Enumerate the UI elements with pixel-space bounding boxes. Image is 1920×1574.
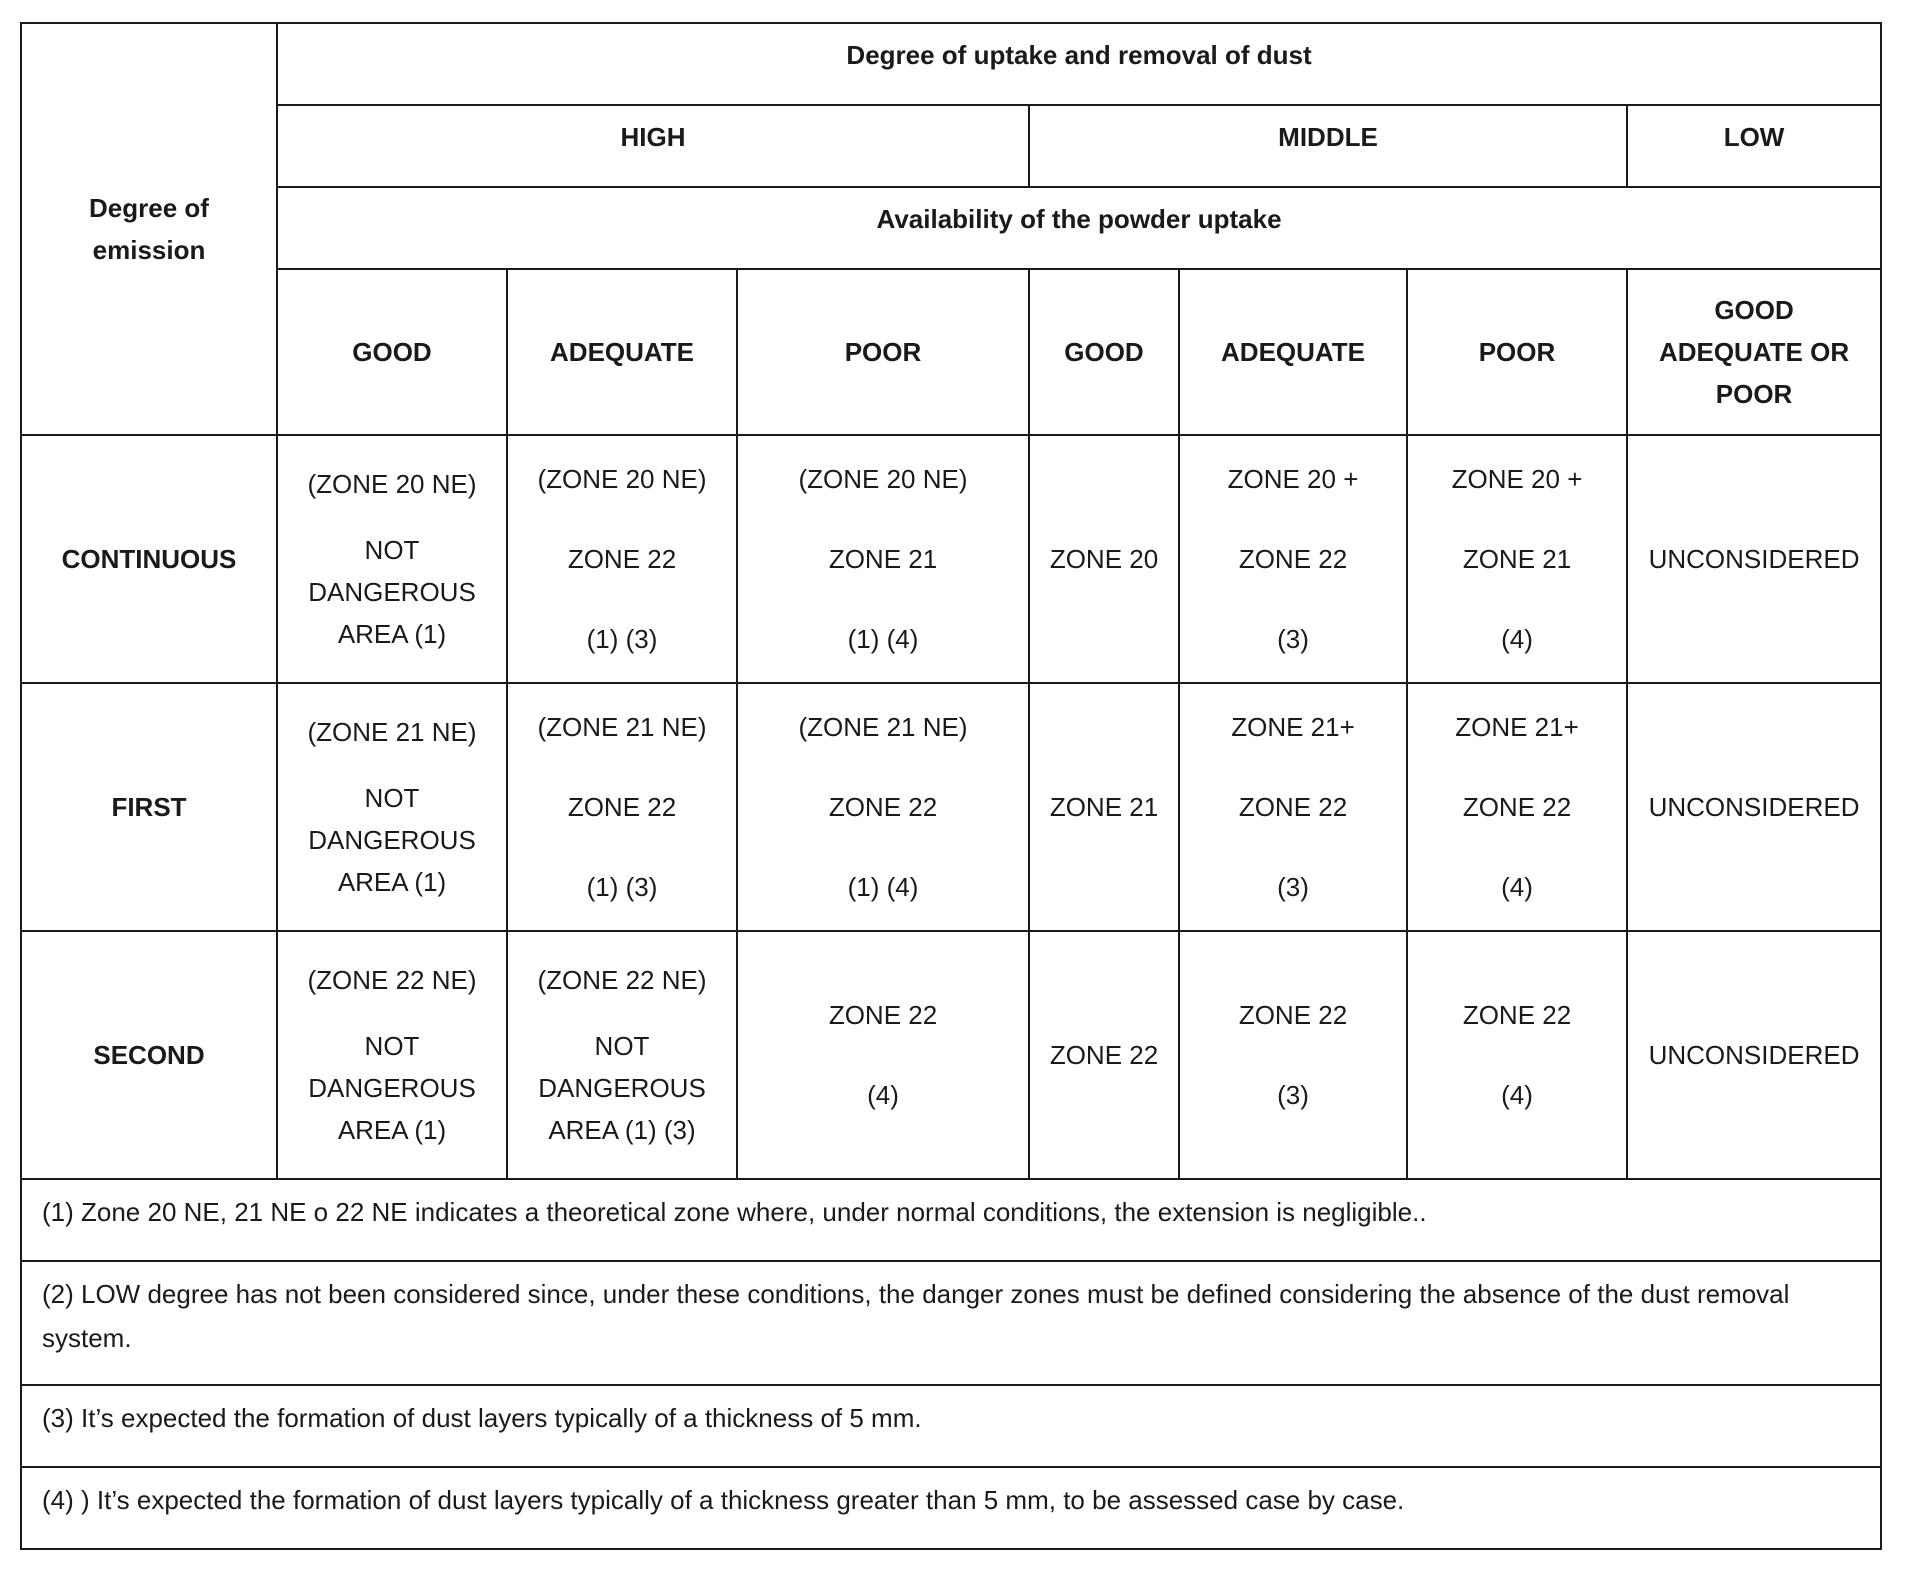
cell-continuous-middle-poor — [1407, 435, 1627, 683]
cell-line: (3) — [1277, 872, 1309, 902]
cell-second-high-adequate — [507, 931, 737, 1179]
cell-line: (ZONE 21 NE) — [537, 712, 707, 742]
cell-continuous-low: UNCONSIDERED — [1627, 435, 1881, 683]
row-label-continuous: CONTINUOUS — [21, 435, 277, 683]
cell-first-high-adequate — [507, 683, 737, 931]
cell-continuous-middle-adequate — [1179, 435, 1407, 683]
cell-line: (1) (4) — [847, 872, 919, 902]
cell-line: (3) — [1277, 624, 1309, 654]
row-label-first: FIRST — [21, 683, 277, 931]
cell-line: (ZONE 21 NE) — [307, 717, 477, 747]
high-level-header: HIGH — [277, 105, 1029, 187]
cell-first-high-poor — [737, 683, 1029, 931]
cell-line: (ZONE 20 NE) — [537, 464, 707, 494]
cell-first-low: UNCONSIDERED — [1627, 683, 1881, 931]
cell-line: ZONE 21 — [1462, 544, 1572, 574]
degree-of-emission-line-1: Degree of — [89, 193, 209, 223]
cell-line: NOT — [364, 535, 420, 565]
uptake-removal-header: Degree of uptake and removal of dust — [277, 23, 1881, 105]
high-good-header: GOOD — [277, 269, 507, 435]
cell-line: ZONE 22 — [567, 544, 677, 574]
low-all-header — [1627, 269, 1881, 435]
cell-line: (4) — [867, 1080, 899, 1110]
cell-line: (ZONE 22 NE) — [537, 965, 707, 995]
dust-zone-table — [20, 22, 1882, 1550]
cell-line: ZONE 22 — [828, 792, 938, 822]
cell-second-high-good — [277, 931, 507, 1179]
cell-line: (ZONE 20 NE) — [798, 464, 968, 494]
cell-line: (4) — [1501, 1080, 1533, 1110]
table-row — [21, 931, 1881, 1179]
low-all-line-3: POOR — [1715, 379, 1793, 409]
dust-zone-document — [20, 22, 1882, 1550]
cell-line: (3) — [1277, 1080, 1309, 1110]
middle-poor-header: POOR — [1407, 269, 1627, 435]
high-adequate-header: ADEQUATE — [507, 269, 737, 435]
cell-second-high-poor — [737, 931, 1029, 1179]
cell-line: ZONE 21 — [828, 544, 938, 574]
high-poor-header: POOR — [737, 269, 1029, 435]
cell-continuous-high-good — [277, 435, 507, 683]
cell-first-middle-good: ZONE 21 — [1029, 683, 1179, 931]
degree-of-emission-header — [21, 23, 277, 435]
cell-line: ZONE 22 — [1238, 792, 1348, 822]
cell-line: (ZONE 21 NE) — [798, 712, 968, 742]
cell-line: ZONE 22 — [1238, 1000, 1348, 1030]
low-level-header: LOW — [1627, 105, 1881, 187]
cell-continuous-middle-good: ZONE 20 — [1029, 435, 1179, 683]
cell-line: NOT — [594, 1031, 650, 1061]
cell-line: (1) (3) — [586, 872, 658, 902]
cell-line: (1) (3) — [586, 624, 658, 654]
note-2: (2) LOW degree has not been considered since, under these conditions, the danger zones must be defined considering the absence of the dust removal system. — [21, 1261, 1881, 1385]
cell-line: DANGEROUS — [308, 577, 476, 607]
cell-first-middle-adequate — [1179, 683, 1407, 931]
middle-level-header: MIDDLE — [1029, 105, 1627, 187]
cell-line: AREA (1) (3) — [548, 1115, 696, 1145]
cell-line: ZONE 20 + — [1451, 464, 1583, 494]
cell-line: DANGEROUS — [538, 1073, 706, 1103]
cell-line: AREA (1) — [337, 1115, 447, 1145]
cell-line: ZONE 22 — [1462, 792, 1572, 822]
cell-continuous-high-adequate — [507, 435, 737, 683]
cell-line: (4) — [1501, 624, 1533, 654]
cell-line: (1) (4) — [847, 624, 919, 654]
cell-second-middle-poor — [1407, 931, 1627, 1179]
note-4: (4) ) It’s expected the formation of dust layers typically of a thickness greater than 5 mm, to be assessed case by case. — [21, 1467, 1881, 1549]
cell-line: AREA (1) — [337, 867, 447, 897]
low-all-line-1: GOOD — [1714, 295, 1794, 325]
cell-line: (ZONE 22 NE) — [307, 965, 477, 995]
cell-line: ZONE 22 — [567, 792, 677, 822]
cell-line: ZONE 21+ — [1231, 712, 1355, 742]
table-row — [21, 683, 1881, 931]
cell-first-middle-poor — [1407, 683, 1627, 931]
cell-line: ZONE 20 + — [1227, 464, 1359, 494]
cell-line: ZONE 22 — [828, 1000, 938, 1030]
cell-line: AREA (1) — [337, 619, 447, 649]
low-all-line-2: ADEQUATE OR — [1658, 337, 1850, 367]
cell-line: DANGEROUS — [308, 1073, 476, 1103]
cell-line: (4) — [1501, 872, 1533, 902]
degree-of-emission-line-2: emission — [92, 235, 206, 265]
cell-line: NOT — [364, 1031, 420, 1061]
row-label-second: SECOND — [21, 931, 277, 1179]
cell-line: ZONE 22 — [1462, 1000, 1572, 1030]
note-1: (1) Zone 20 NE, 21 NE o 22 NE indicates a theoretical zone where, under normal conditions, the extension is negligible.. — [21, 1179, 1881, 1261]
cell-line: ZONE 22 — [1238, 544, 1348, 574]
cell-line: NOT — [364, 783, 420, 813]
availability-header: Availability of the powder uptake — [277, 187, 1881, 269]
cell-line: ZONE 21+ — [1455, 712, 1579, 742]
note-3: (3) It’s expected the formation of dust layers typically of a thickness of 5 mm. — [21, 1385, 1881, 1467]
middle-good-header: GOOD — [1029, 269, 1179, 435]
cell-second-low: UNCONSIDERED — [1627, 931, 1881, 1179]
cell-first-high-good — [277, 683, 507, 931]
cell-second-middle-adequate — [1179, 931, 1407, 1179]
cell-second-middle-good: ZONE 22 — [1029, 931, 1179, 1179]
cell-line: (ZONE 20 NE) — [307, 469, 477, 499]
table-row — [21, 435, 1881, 683]
middle-adequate-header: ADEQUATE — [1179, 269, 1407, 435]
cell-line: DANGEROUS — [308, 825, 476, 855]
cell-continuous-high-poor — [737, 435, 1029, 683]
